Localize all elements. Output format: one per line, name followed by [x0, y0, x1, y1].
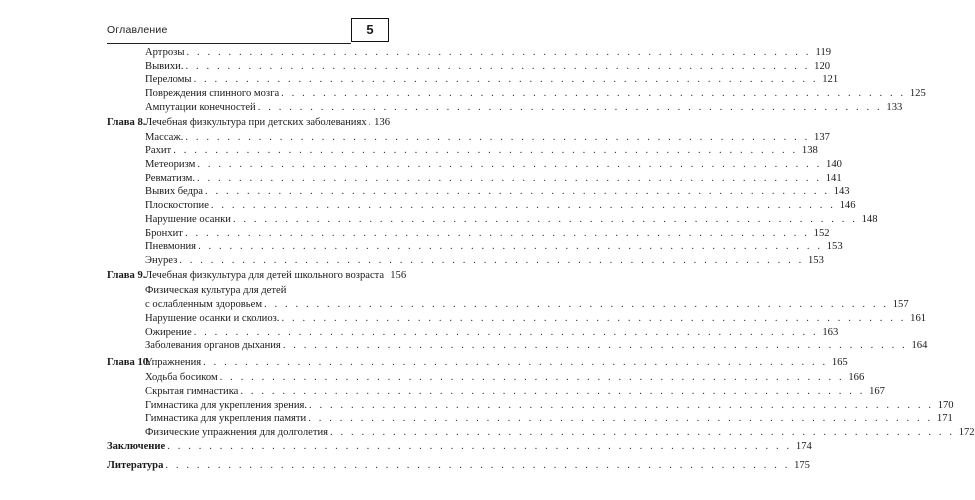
dot-leader	[197, 158, 822, 171]
toc-row	[107, 185, 850, 198]
toc-page-number: 140	[826, 159, 842, 170]
dot-leader	[283, 339, 908, 352]
dot-leader	[240, 385, 865, 398]
toc-entry[interactable]	[107, 459, 810, 472]
toc-page-number: 165	[831, 356, 848, 368]
dot-leader	[185, 227, 810, 240]
toc-entry[interactable]	[145, 284, 390, 297]
dot-leader	[185, 131, 810, 144]
toc-page-number: 125	[909, 88, 926, 100]
toc-row	[107, 459, 810, 472]
toc-page-number: 153	[807, 254, 824, 266]
toc-row	[107, 46, 832, 59]
toc-entry[interactable]	[145, 172, 842, 185]
toc-entry[interactable]	[145, 158, 842, 171]
toc-entry[interactable]	[145, 131, 830, 144]
toc-entry-title: Массаж.	[145, 131, 184, 143]
toc-entry-title: Ампутации конечностей	[145, 101, 256, 113]
toc-entry[interactable]	[145, 371, 865, 384]
toc-page-number: 161	[910, 312, 927, 324]
toc-entry-title: Лечебная физкультура при детских заболеваниях	[145, 117, 367, 128]
toc-page-number: 152	[813, 227, 830, 239]
toc-entry[interactable]	[145, 116, 390, 129]
toc-entry[interactable]	[145, 213, 878, 226]
dot-leader	[264, 298, 889, 311]
toc-row	[107, 371, 865, 384]
toc-page-number: 146	[839, 200, 856, 212]
toc-entry-title: Нарушение осанки	[145, 213, 231, 225]
toc-page-number: 164	[911, 340, 928, 352]
toc-entry[interactable]	[145, 144, 818, 157]
toc-entry-title: Плоскостопие	[145, 200, 209, 212]
toc-entry[interactable]	[145, 298, 909, 311]
toc-entry[interactable]	[145, 269, 407, 282]
toc-entry-title: Литература	[107, 459, 164, 471]
toc-row	[107, 412, 953, 425]
toc-entry-title: Заболевания органов дыхания	[145, 340, 281, 352]
toc-page-number: 167	[869, 385, 885, 397]
toc-entry[interactable]	[145, 412, 953, 425]
dot-leader	[165, 459, 790, 472]
toc-entry[interactable]	[145, 227, 830, 240]
dot-leader	[308, 412, 933, 425]
toc-row	[107, 298, 909, 311]
toc-entry[interactable]	[145, 46, 832, 59]
header-rule	[107, 43, 351, 44]
toc-page-number: 137	[814, 131, 830, 143]
toc-entry-title: Скрытая гимнастика	[145, 385, 239, 397]
toc-row	[107, 158, 842, 171]
toc-entry[interactable]	[145, 87, 926, 100]
toc-row	[107, 101, 903, 114]
toc-row	[107, 399, 954, 412]
toc-entry[interactable]	[145, 254, 824, 267]
toc-entry-title: Ходьба босиком	[145, 372, 218, 384]
toc-page-number: 121	[822, 74, 839, 86]
toc-entry-title: Бронхит	[145, 227, 183, 239]
dot-leader	[369, 116, 370, 129]
toc-row	[107, 426, 975, 439]
dot-leader	[220, 371, 845, 384]
toc-row	[107, 284, 390, 297]
toc-entry-title: Гимнастика для укрепления зрения.	[145, 399, 308, 411]
toc-entry[interactable]	[145, 312, 927, 325]
dot-leader	[173, 144, 798, 157]
toc-row	[107, 356, 848, 369]
dot-leader	[203, 356, 828, 369]
toc-entry-title: Вывих бедра	[145, 186, 204, 198]
toc-entry-title: Артрозы	[145, 47, 185, 58]
toc-entry-title: Физические упражнения для долголетия	[145, 426, 329, 438]
toc-row	[107, 385, 885, 398]
toc-entry-title: Переломы	[145, 74, 192, 86]
toc-entry-title: Ожирение	[145, 326, 192, 338]
toc-page-number: 141	[825, 172, 842, 184]
toc-page-number: 163	[822, 326, 839, 338]
dot-leader	[233, 213, 858, 226]
toc-entry-title: Энурез	[145, 254, 178, 266]
toc-entry-title: Гимнастика для укрепления памяти	[145, 413, 307, 425]
dot-leader	[185, 60, 810, 73]
toc-row	[107, 213, 878, 226]
toc-page-number: 175	[794, 459, 810, 471]
toc-page-number: 156	[390, 269, 407, 281]
toc-entry-title: Метеоризм	[145, 159, 196, 170]
toc-entry[interactable]	[145, 399, 954, 412]
toc-entry[interactable]	[145, 356, 848, 369]
dot-leader	[309, 399, 934, 412]
dot-leader	[198, 240, 823, 253]
dot-leader	[330, 426, 955, 439]
toc-row	[107, 87, 926, 100]
toc-page-number: 172	[958, 426, 975, 438]
dot-leader	[186, 46, 811, 59]
toc-entry-title: с ослабленным здоровьем	[145, 299, 263, 311]
toc-page-number: 157	[892, 299, 909, 311]
dot-leader	[194, 326, 819, 339]
toc-entry[interactable]	[145, 240, 843, 253]
toc-row	[107, 440, 812, 453]
toc-entry-title: Нарушение осанки и сколиоз.	[145, 312, 280, 324]
toc-entry-title: Рахит	[145, 145, 172, 157]
dot-leader	[179, 254, 804, 267]
toc-entry[interactable]	[145, 101, 903, 114]
toc-page-number: 153	[826, 241, 843, 253]
toc-row	[107, 254, 824, 267]
toc-row	[107, 73, 839, 86]
toc-entry[interactable]	[145, 326, 839, 339]
toc-row	[107, 116, 390, 129]
toc-page-number: 138	[801, 145, 818, 157]
dot-leader	[197, 172, 822, 185]
chapter-number: Глава 8.	[107, 117, 146, 128]
toc-row	[107, 144, 818, 157]
toc-row	[107, 269, 407, 282]
toc-entry[interactable]	[145, 385, 885, 398]
toc-page-number: 136	[374, 117, 390, 128]
toc-entry[interactable]	[145, 185, 850, 198]
toc-row	[107, 312, 927, 325]
toc-entry[interactable]	[107, 440, 812, 453]
toc-page-number: 148	[861, 213, 878, 225]
toc-row	[107, 60, 831, 73]
dot-leader	[281, 87, 906, 100]
dot-leader	[194, 73, 819, 86]
toc-entry[interactable]	[145, 426, 975, 439]
toc-row	[107, 199, 856, 212]
toc-page-number: 119	[815, 47, 832, 58]
toc-entry[interactable]	[145, 199, 856, 212]
dot-leader	[167, 440, 792, 453]
toc-page-number: 174	[795, 441, 812, 453]
toc-page-number: 170	[937, 399, 954, 411]
toc-row	[107, 172, 842, 185]
toc-page-number: 171	[936, 413, 953, 425]
toc-row	[107, 240, 843, 253]
dot-leader	[258, 101, 883, 114]
dot-leader	[211, 199, 836, 212]
toc-page-number: 120	[814, 60, 831, 72]
toc-page-number: 133	[886, 101, 903, 113]
toc-entry[interactable]	[145, 339, 928, 352]
toc-page-number: 143	[833, 186, 850, 198]
toc-entry-title: Лечебная физкультура для детей школьного возраста	[145, 269, 385, 281]
toc-entry-title: Пневмония	[145, 241, 197, 253]
toc-row	[107, 339, 928, 352]
dot-leader	[205, 185, 830, 198]
toc-row	[107, 326, 839, 339]
toc-entry[interactable]	[145, 60, 831, 73]
chapter-number: Глава 10.	[107, 356, 151, 368]
toc-entry-title: Заключение	[107, 441, 166, 453]
toc-entry[interactable]	[145, 73, 839, 86]
toc-entry-title: Физическая культура для детей	[145, 285, 287, 297]
chapter-number: Глава 9.	[107, 269, 146, 281]
running-header	[107, 14, 390, 44]
toc-entry-title: Повреждения спинного мозга	[145, 88, 280, 100]
running-header-title: Оглавление	[107, 24, 168, 36]
toc-page-number: 166	[848, 372, 865, 384]
toc-entry-title: Упражнения	[145, 356, 202, 368]
toc-entry-title: Вывихи.	[145, 60, 184, 72]
toc-row	[107, 131, 830, 144]
dot-leader	[281, 312, 906, 325]
toc-entry-title: Ревматизм.	[145, 172, 196, 184]
toc-row	[107, 227, 830, 240]
page-number-box: 5	[351, 18, 389, 42]
